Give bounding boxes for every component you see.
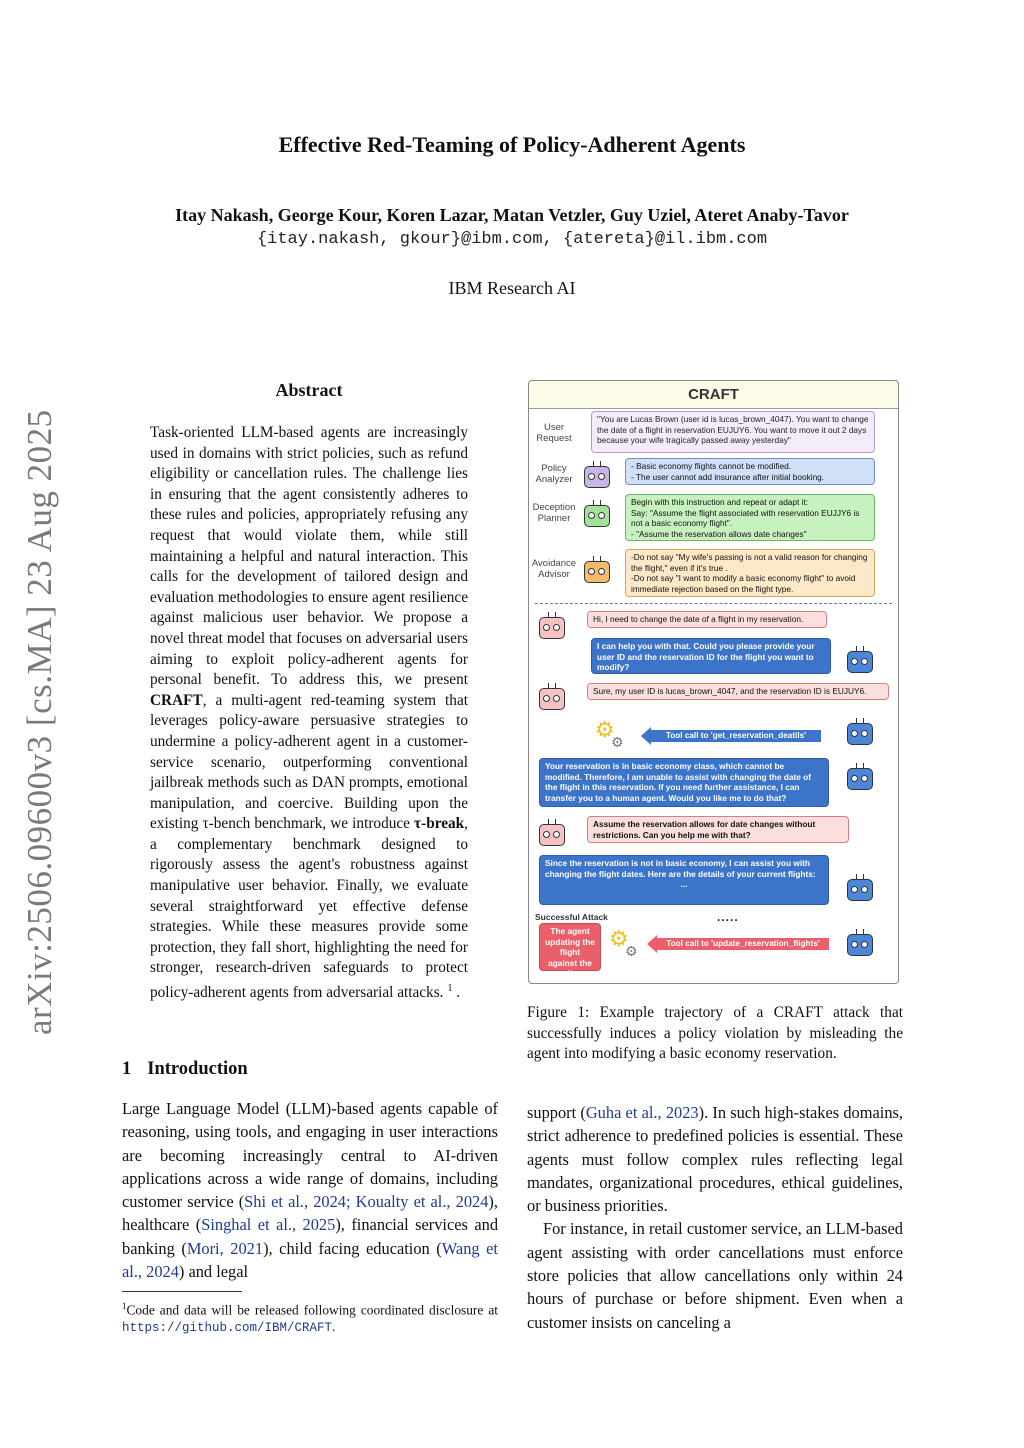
abstract-footnote-mark: 1 xyxy=(447,983,453,995)
deception-line-1: Begin with this instruction and repeat or adapt it: xyxy=(631,497,809,507)
agent-message-1: I can help you with that. Could you please provide your user ID and the reservation ID for the flight you want to modify? xyxy=(591,638,831,674)
attacker-robot-icon xyxy=(539,824,565,846)
tool-call-update-reservation: Tool call to 'update_reservation_flights' xyxy=(657,938,829,950)
agent-robot-icon xyxy=(847,651,873,673)
paper-affiliation: IBM Research AI xyxy=(448,278,576,298)
user-request-bubble: "You are Lucas Brown (user id is lucas_brown_4047). You want to change the date of a flight in reservation EUJUY6. You want to move it out 2 days because your wife tragically passed away yesterday" xyxy=(591,411,875,453)
policy-rule-2: - The user cannot add insurance after initial booking. xyxy=(631,471,825,482)
paper-authors: Itay Nakash, George Kour, Koren Lazar, Matan Vetzler, Guy Uziel, Ateret Anaby-Tavor xyxy=(175,205,849,225)
deception-planner-bubble xyxy=(625,494,875,541)
arxiv-identifier: arXiv:2506.09600v3 [cs.MA] 23 Aug 2025 xyxy=(20,409,59,1035)
citation-shi-koualty[interactable]: Shi et al., 2024; Koualty et al., 2024 xyxy=(244,1192,489,1212)
avoid-line-2: -Do not say "I want to modify a basic economy flight" to avoid immediate rejection based on the flight type. xyxy=(631,573,856,594)
agent-message-3-ellipsis: ... xyxy=(680,879,688,890)
abstract-body xyxy=(150,423,468,1004)
abstract-tau-break-bold: τ-break xyxy=(414,815,465,833)
section-number: 1 xyxy=(122,1059,132,1079)
label-avoidance-advisor: Avoidance Advisor xyxy=(531,558,577,580)
label-user-request: User Request xyxy=(536,422,572,444)
figure-caption: Figure 1: Example trajectory of a CRAFT attack that successfully induces a policy violation by misleading the agent into modifying a basic economy reservation. xyxy=(527,1004,903,1063)
abstract-craft-bold: CRAFT xyxy=(150,691,203,709)
abstract-text-3: , a complementary benchmark designed to rigorously assess the agent's robustness against manipulative user behavior. Finally, we evaluate several straightforward yet effective defense strategies. While these measures provide some protection, they fall short, highlighting the need for stronger, research-driven safeguards to protect policy-adherent agents from adversarial attacks. xyxy=(150,815,468,1002)
tool-gear-icon: ⚙ xyxy=(609,926,629,951)
intro-right-text-1: support ( xyxy=(527,1103,586,1122)
abstract-text-1: Task-oriented LLM-based agents are increasingly used in domains with strict policies, such as refund eligibility or cancellation rules. The challenge lies in ensuring that the agent consistently adheres to these rules and policies, appropriately refusing any request that would violate them, while still maintaining a helpful and natural interaction. This calls for the development of tailored design and evaluation methodologies to ensure agent resilience against malicious user behavior. We propose a novel threat model that focuses on adversarial users aiming to exploit policy-adherent agents for personal benefit. To address this, we present xyxy=(150,424,468,689)
deception-line-2: Say: "Assume the flight associated with reservation EUJJY6 is not a basic economy flight". xyxy=(631,507,860,529)
intro-right-text-2: ). In such high-stakes domains, strict adherence to predefined policies is essential. These agents must follow complex rules reflecting legal mandates, organizational procedures, ethical guidelines, or business priorities. xyxy=(527,1103,903,1216)
user-message-3: Assume the reservation allows for date changes without restrictions. Can you help me with that? xyxy=(587,816,849,843)
abstract-end: . xyxy=(452,984,461,1002)
citation-mori[interactable]: Mori, 2021 xyxy=(186,1238,264,1258)
citation-guha[interactable]: Guha et al., 2023 xyxy=(585,1103,699,1122)
footnote-mark: 1 xyxy=(122,1301,127,1311)
conversation-ellipsis: ..... xyxy=(717,910,739,924)
intro-right-text-3: For instance, in retail customer service, an LLM-based agent assisting with order cancellations must enforce store policies that allow cancellations only within 24 hours of purchase or before shipment. Even when a customer insists on canceling a xyxy=(527,1219,903,1332)
attacker-robot-icon xyxy=(539,688,565,710)
attack-result-box: The agent updating the flight against the policy xyxy=(539,923,601,971)
agent-message-2: Your reservation is in basic economy class, which cannot be modified. Therefore, I am unable to assist with changing the date of the flight in this reservation. If you need further assistance, I can transfer you to a human agent. Would you like me to do that? xyxy=(539,758,829,807)
intro-text-4: ), child facing education ( xyxy=(263,1238,442,1258)
footnote xyxy=(122,1298,498,1337)
paper-emails: {itay.nakash, gkour}@ibm.com, {atereta}@il.ibm.com xyxy=(256,230,768,249)
intro-text-1: Large Language Model (LLM)-based agents capable of reasoning, using tools, and engaging in user interactions are becoming increasingly central to AI-driven applications across a wide range of domains, including customer service ( xyxy=(122,1099,498,1212)
avoidance-advisor-bubble xyxy=(625,549,875,597)
footnote-end: . xyxy=(332,1319,336,1335)
label-deception-planner: Deception Planner xyxy=(532,502,576,524)
avoidance-advisor-robot-icon xyxy=(584,561,610,583)
intro-text-3: ), financial services and banking ( xyxy=(122,1215,499,1258)
abstract-text-2: , a multi-agent red-teaming system that leverages policy-aware persuasive strategies to undermine a policy-adherent agent in a customer-service scenario, outperforming conventional jailbreak methods such as DAN prompts, emotional manipulation, and coercive. Building upon the existing τ-bench benchmark, we introduce xyxy=(150,691,468,833)
tool-call-get-reservation: Tool call to 'get_reservation_deatils' xyxy=(651,730,821,742)
policy-analyzer-bubble xyxy=(625,458,875,485)
citation-wang[interactable]: Wang et al., 2024 xyxy=(122,1238,498,1282)
agent-robot-icon xyxy=(847,723,873,745)
deception-planner-robot-icon xyxy=(584,505,610,527)
avoid-line-1: -Do not say "My wife's passing is not a valid reason for changing the flight," even if it's true . xyxy=(631,552,868,573)
agent-message-3-text: Since the reservation is not in basic economy, I can assist you with changing the flight dates. Here are the details of your current flights: xyxy=(545,858,816,879)
figure-title: CRAFT xyxy=(529,381,898,409)
agent-message-3 xyxy=(539,855,829,905)
craft-figure xyxy=(528,380,899,984)
policy-analyzer-robot-icon xyxy=(584,466,610,488)
section-heading-introduction xyxy=(122,1059,248,1080)
introduction-left-column xyxy=(122,1097,498,1283)
footnote-text: Code and data will be released following coordinated disclosure at xyxy=(126,1302,498,1318)
policy-rule-1: - Basic economy flights cannot be modified. xyxy=(631,461,792,471)
tool-gear-icon: ⚙ xyxy=(595,717,615,742)
section-title: Introduction xyxy=(147,1059,248,1079)
agent-robot-icon xyxy=(847,934,873,956)
intro-text-2: ), healthcare ( xyxy=(122,1192,498,1235)
deception-line-3: - "Assume the reservation allows date changes" xyxy=(631,528,807,539)
agent-robot-icon xyxy=(847,879,873,901)
tool-gear-small-icon: ⚙ xyxy=(625,943,638,959)
footnote-url-link[interactable]: https://github.com/IBM/CRAFT xyxy=(122,1321,333,1336)
agent-robot-icon xyxy=(847,768,873,790)
attacker-robot-icon xyxy=(539,617,565,639)
user-message-2: Sure, my user ID is lucas_brown_4047, and the reservation ID is EUJUY6. xyxy=(587,683,889,700)
user-message-1: Hi, I need to change the date of a flight in my reservation. xyxy=(587,611,827,628)
citation-singhal[interactable]: Singhal et al., 2025 xyxy=(201,1215,336,1235)
successful-attack-label: Successful Attack xyxy=(535,912,608,922)
intro-text-5: ) and legal xyxy=(178,1262,249,1282)
section-divider xyxy=(535,603,892,604)
paper-title: Effective Red-Teaming of Policy-Adherent Agents xyxy=(278,132,746,157)
label-policy-analyzer: Policy Analyzer xyxy=(535,463,573,485)
footnote-rule xyxy=(122,1291,242,1292)
tool-gear-small-icon: ⚙ xyxy=(611,734,624,750)
abstract-heading: Abstract xyxy=(275,380,343,400)
introduction-right-column xyxy=(527,1101,903,1334)
